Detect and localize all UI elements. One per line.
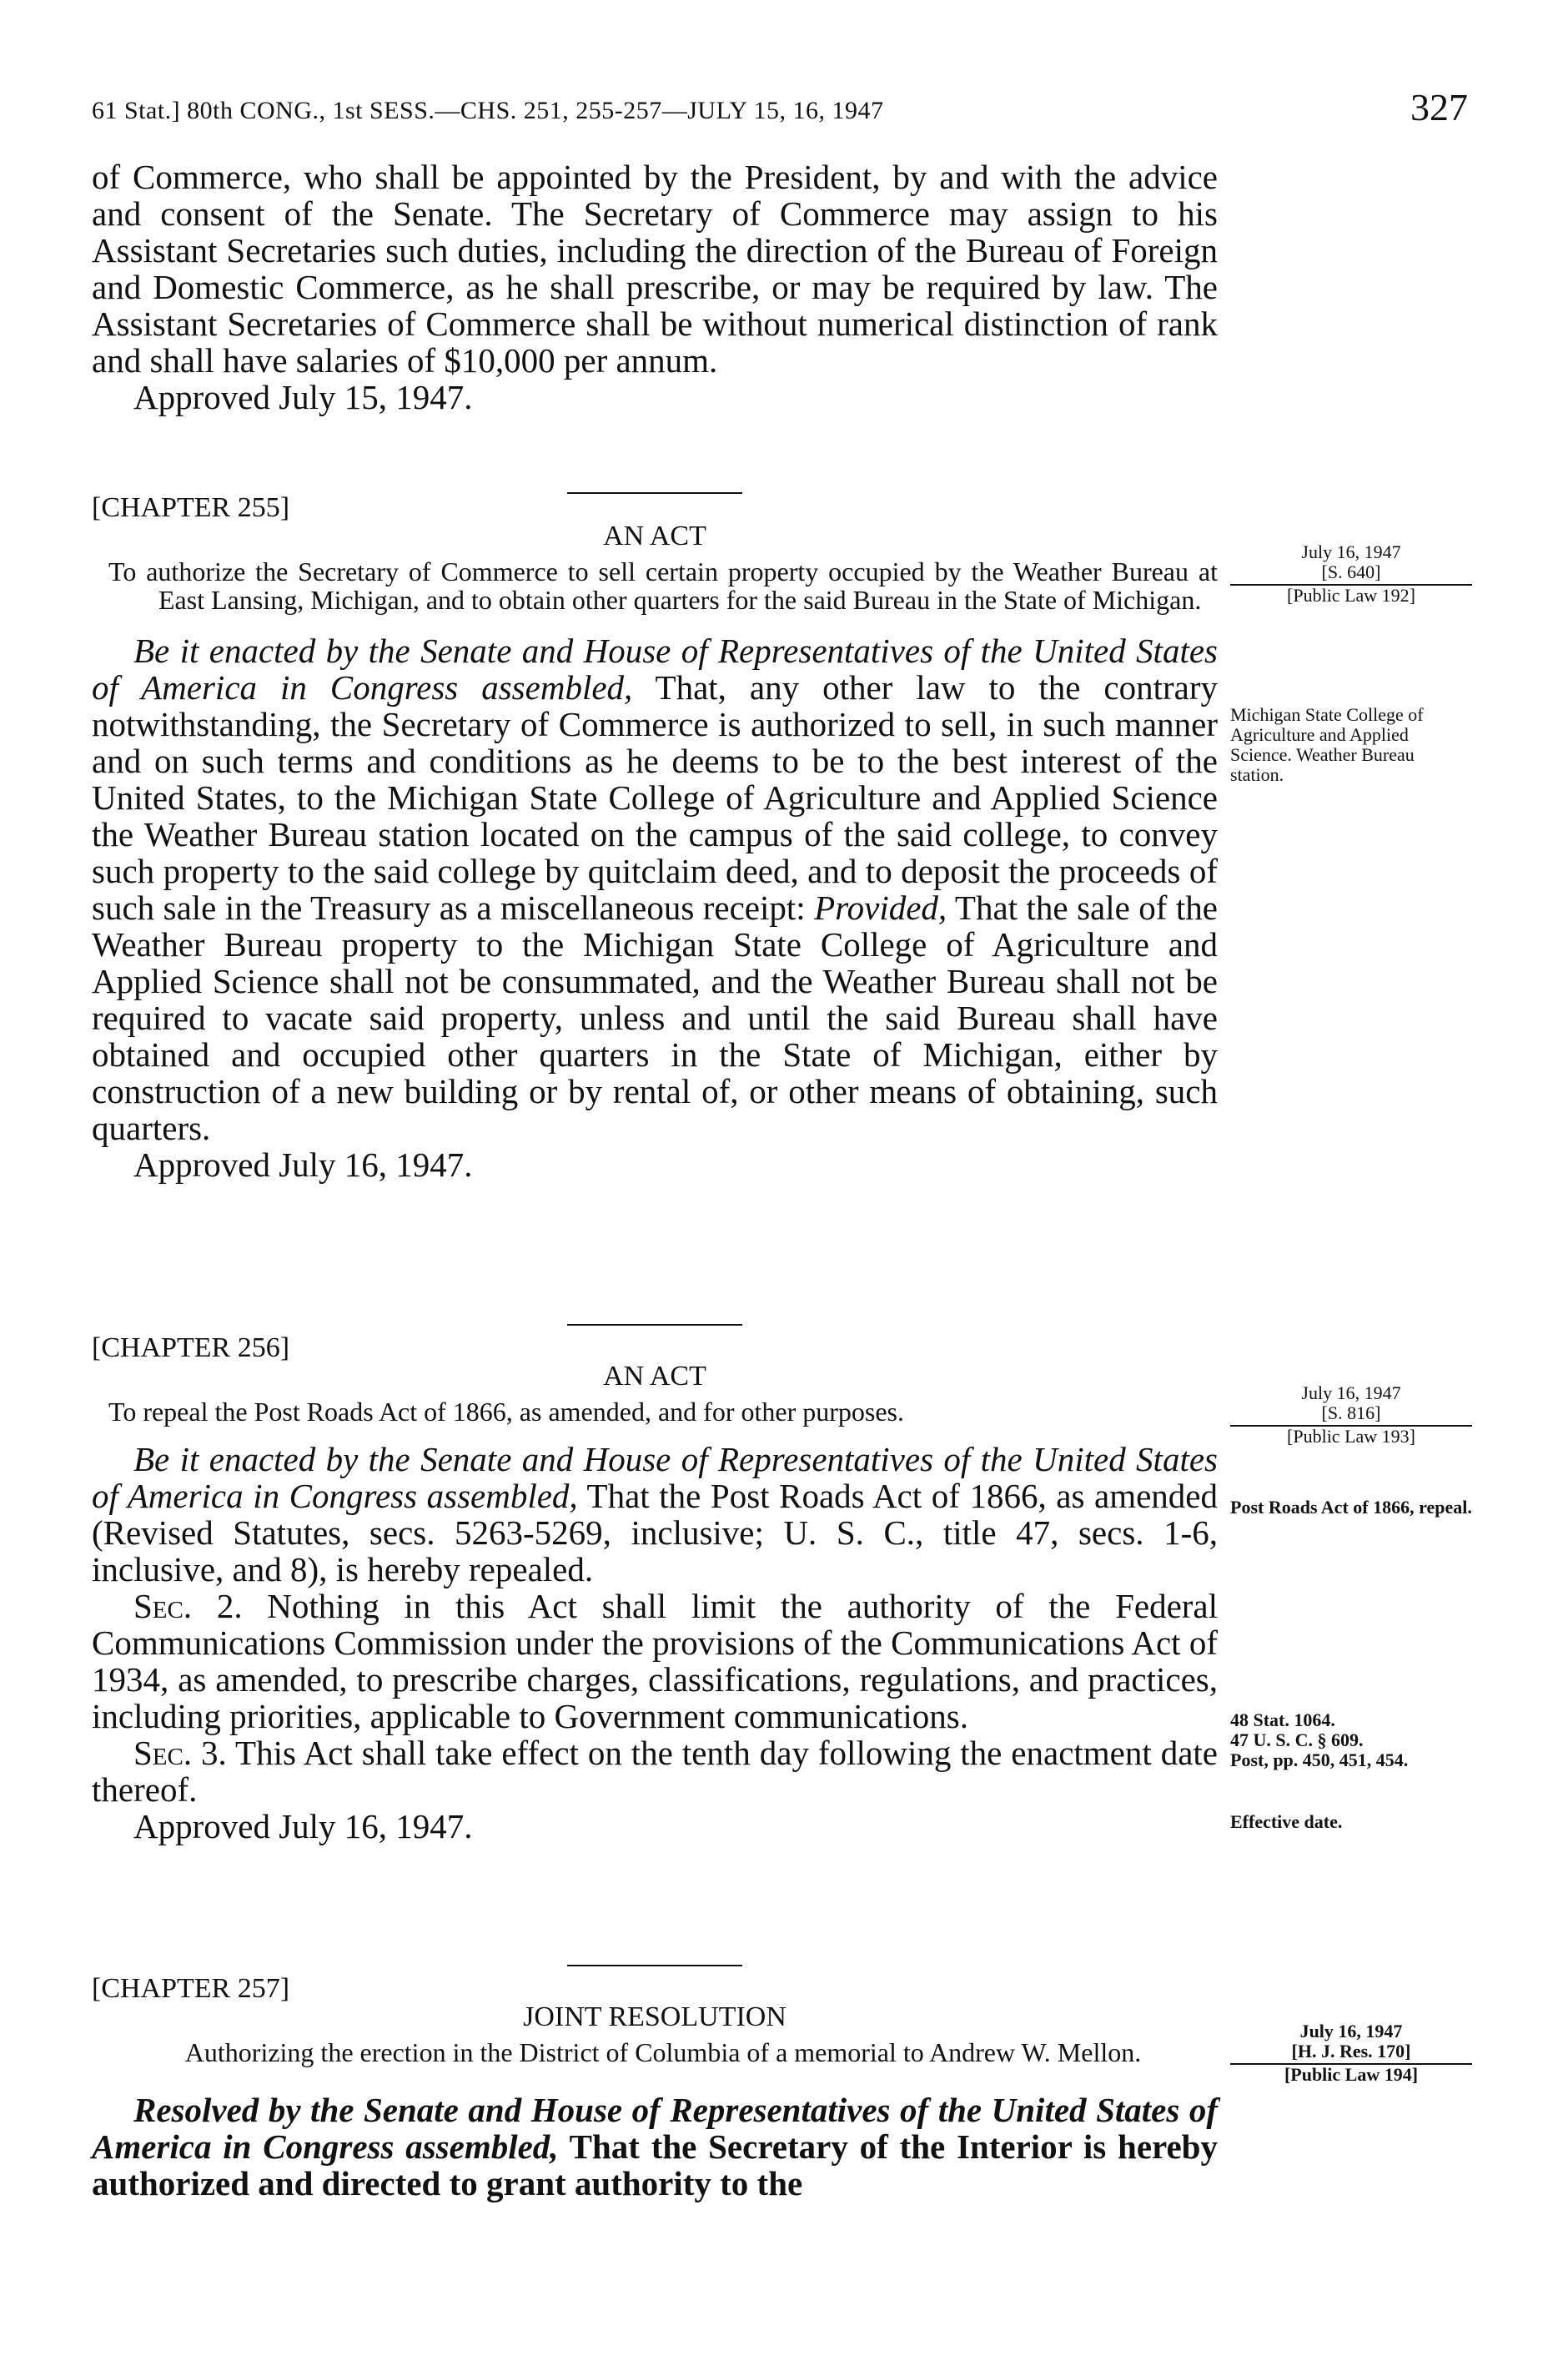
margin-date: July 16, 1947 xyxy=(1301,1382,1401,1403)
margin-ref: 48 Stat. 1064. xyxy=(1230,1709,1335,1730)
margin-note-effective-date: Effective date. xyxy=(1230,1811,1343,1832)
enacting-clause: Be it enacted by the Senate and House of Representatives of the United States of America in Congress assembled, xyxy=(92,1440,1218,1515)
resolution-body: That the Secretary of the Interior is hereby authorized and directed to grant authority to the xyxy=(92,2127,1218,2202)
margin-bill: [S. 640] xyxy=(1230,562,1472,586)
margin-date-257 xyxy=(1230,2021,1472,2085)
act-title: AN ACT xyxy=(603,521,706,551)
page-number: 327 xyxy=(1410,86,1468,128)
section-divider xyxy=(567,1965,742,1966)
margin-public-law: [Public Law 193] xyxy=(1287,1426,1415,1447)
margin-bill: [S. 816] xyxy=(1230,1403,1472,1427)
section-divider xyxy=(567,1324,742,1326)
margin-ref: 47 U. S. C. § 609. xyxy=(1230,1729,1364,1750)
approved-date: Approved July 16, 1947. xyxy=(133,1807,473,1845)
chapter-255 xyxy=(92,492,1218,1183)
resolution-purpose: Authorizing the erection in the District of Columbia of a memorial to Andrew W. Mellon. xyxy=(184,2037,1142,2067)
margin-date-255 xyxy=(1230,542,1472,606)
margin-public-law: [Public Law 192] xyxy=(1287,585,1415,606)
act-proviso: That the sale of the Weather Bureau property to the Michigan State College of Agriculture and Applied Science shall not be consummated, and the Weather Bureau shall not be required to vacate said property, unless and until the said Bureau shall have obtained and occupied other quarters in the State of Michigan, either by construction of a new building or by rental of, or other means of obtaining, such quarters. xyxy=(92,889,1218,1147)
proviso-label: Provided, xyxy=(814,889,947,927)
chapter-heading: [CHAPTER 256] xyxy=(92,1332,290,1363)
page-header xyxy=(92,86,1468,142)
margin-ref: Post, pp. 450, 451, 454. xyxy=(1230,1749,1409,1770)
chapter-heading: [CHAPTER 257] xyxy=(92,1973,290,2004)
margin-date: July 16, 1947 xyxy=(1301,541,1401,562)
section-label: Sec. 3. xyxy=(133,1734,227,1772)
section-label: Sec. 2. xyxy=(133,1587,243,1625)
chapter-256 xyxy=(92,1332,1218,1845)
resolving-clause: Resolved by the Senate and House of Representatives of the United States of America in Congress assembled, xyxy=(92,2091,1218,2166)
act-body: That, any other law to the contrary notwithstanding, the Secretary of Commerce is authorized to sell, in such manner and on such terms and conditions as he deems to be to the best interest of the United States, to the Michigan State College of Agriculture and Applied Science the Weather Bureau station located on the campus of the said college, to convey such property to the said college by quitclaim deed, and to deposit the proceeds of such sale in the Treasury as a miscellaneous receipt: xyxy=(92,668,1218,927)
margin-note-post-roads: Post Roads Act of 1866, repeal. xyxy=(1230,1497,1472,1518)
resolution-title: JOINT RESOLUTION xyxy=(523,2001,787,2032)
approved-date: Approved July 16, 1947. xyxy=(133,1145,473,1184)
section-3-text: This Act shall take effect on the tenth day following the enactment date thereof. xyxy=(92,1734,1219,1809)
chapter-heading: [CHAPTER 255] xyxy=(92,492,290,523)
section-2-text: Nothing in this Act shall limit the authority of the Federal Communications Commission under the provisions of the Communications Act of 1934, as amended, to prescribe charges, classifications, regulations, and practices, including priorities, applicable to Government communications. xyxy=(92,1587,1219,1735)
intro-paragraph: of Commerce, who shall be appointed by the President, by and with the advice and consent of the Senate. The Secretary of Commerce may assign to his Assistant Secretaries such duties, including the direction of the Bureau of Foreign and Domestic Commerce, as he shall prescribe, or may be required by law. The Assistant Secretaries of Commerce shall be without numerical distinction of rank and shall have salaries of $10,000 per annum. xyxy=(92,158,1218,380)
intro-section xyxy=(92,159,1218,415)
margin-public-law: [Public Law 194] xyxy=(1284,2064,1419,2085)
act-body: That the Post Roads Act of 1866, as amended (Revised Statutes, secs. 5263-5269, inclusive; U. S. C., title 47, secs. 1-6, inclusive, and 8), is hereby repealed. xyxy=(92,1477,1218,1588)
act-title: AN ACT xyxy=(603,1361,706,1392)
act-purpose: To repeal the Post Roads Act of 1866, as amended, and for other purposes. xyxy=(108,1397,904,1427)
margin-note-references xyxy=(1230,1710,1472,1770)
header-citation: 61 Stat.] 80th CONG., 1st SESS.—CHS. 251, 255-257—JULY 15, 16, 1947 xyxy=(92,97,884,124)
intro-approved: Approved July 15, 1947. xyxy=(133,378,473,416)
act-purpose: To authorize the Secretary of Commerce to sell certain property occupied by the Weather Bureau at East Lansing, Michigan, and to obtain other quarters for the said Bureau in the State of Michigan. xyxy=(108,556,1218,615)
margin-date-256 xyxy=(1230,1383,1472,1447)
margin-note-255: Michigan State College of Agriculture and Applied Science. Weather Bureau station. xyxy=(1230,704,1424,785)
margin-date: July 16, 1947 xyxy=(1299,2021,1403,2041)
enacting-clause: Be it enacted by the Senate and House of Representatives of the United States of America in Congress assembled, xyxy=(92,632,1218,707)
chapter-257 xyxy=(92,1973,1218,2202)
margin-bill: [H. J. Res. 170] xyxy=(1230,2041,1472,2065)
